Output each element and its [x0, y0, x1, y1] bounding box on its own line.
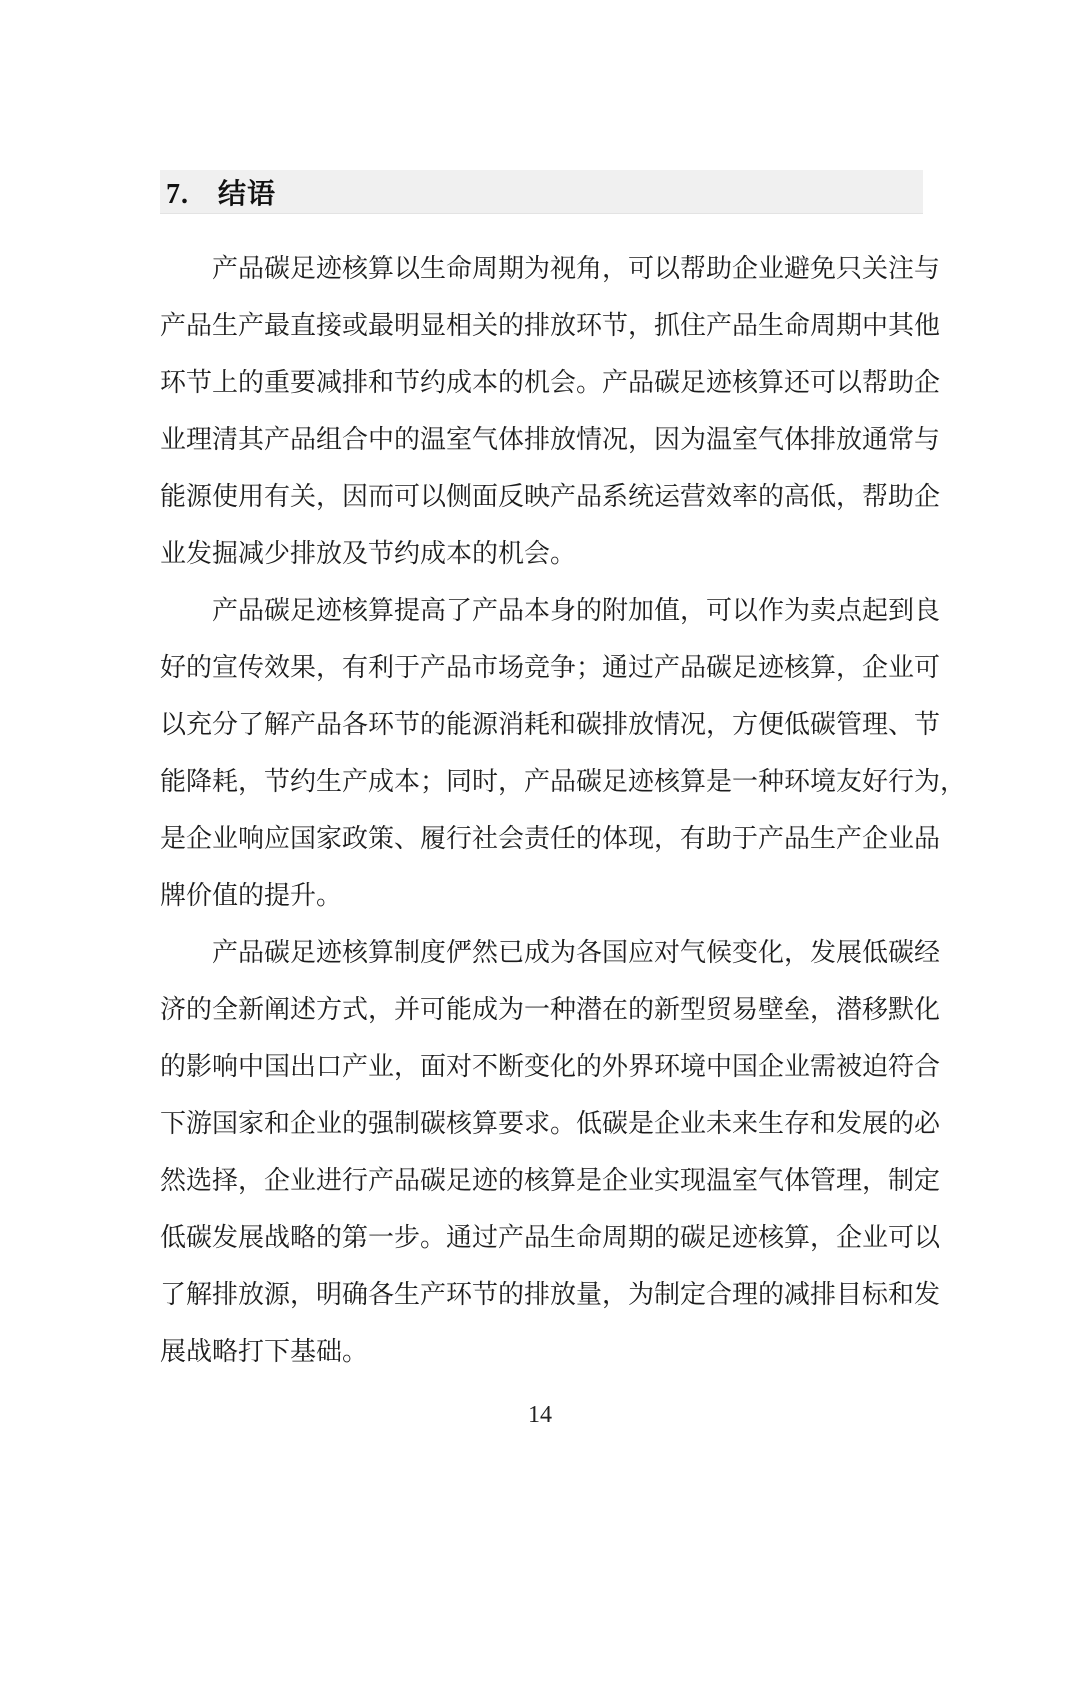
paragraph-line: 展战略打下基础。: [160, 1337, 369, 1366]
document-page: [0, 170, 1080, 1698]
paragraph: [160, 240, 941, 582]
paragraph-line: 产品生产最直接或最明显相关的排放环节，抓住产品生命周期中其他: [160, 311, 941, 340]
paragraph-line: 以充分了解产品各环节的能源消耗和碳排放情况，方便低碳管理、节: [160, 710, 941, 739]
page-number: 14: [528, 1402, 552, 1428]
paragraph-line: 业理清其产品组合中的温室气体排放情况，因为温室气体排放通常与: [160, 425, 941, 454]
paragraph-line: 环节上的重要减排和节约成本的机会。产品碳足迹核算还可以帮助企: [160, 368, 941, 397]
paragraph-line: 产品碳足迹核算制度俨然已成为各国应对气候变化，发展低碳经: [212, 938, 941, 967]
paragraph-line: 了解排放源，明确各生产环节的排放量，为制定合理的减排目标和发: [160, 1280, 941, 1309]
paragraph-line: 牌价值的提升。: [160, 881, 343, 910]
paragraph-line: 济的全新阐述方式，并可能成为一种潜在的新型贸易壁垒，潜移默化: [160, 995, 941, 1024]
paragraph: [160, 924, 941, 1380]
paragraph-line: 的影响中国出口产业，面对不断变化的外界环境中国企业需被迫符合: [160, 1052, 941, 1081]
paragraph-line: 能源使用有关，因而可以侧面反映产品系统运营效率的高低，帮助企: [160, 482, 941, 511]
section-heading: 7. 结语: [160, 170, 923, 214]
paragraph-line: 能降耗，节约生产成本；同时，产品碳足迹核算是一种环境友好行为，: [160, 767, 967, 796]
paragraph-line: 好的宣传效果，有利于产品市场竞争；通过产品碳足迹核算，企业可: [160, 653, 941, 682]
paragraph-line: 产品碳足迹核算提高了产品本身的附加值，可以作为卖点起到良: [212, 596, 941, 625]
paragraph-line: 下游国家和企业的强制碳核算要求。低碳是企业未来生存和发展的必: [160, 1109, 941, 1138]
paragraph-line: 是企业响应国家政策、履行社会责任的体现，有助于产品生产企业品: [160, 824, 941, 853]
document-body: [160, 240, 967, 1380]
paragraph: [160, 582, 967, 924]
paragraph-line: 产品碳足迹核算以生命周期为视角，可以帮助企业避免只关注与: [212, 254, 941, 283]
paragraph-line: 业发掘减少排放及节约成本的机会。: [160, 539, 577, 568]
paragraph-line: 低碳发展战略的第一步。通过产品生命周期的碳足迹核算，企业可以: [160, 1223, 941, 1252]
paragraph-line: 然选择，企业进行产品碳足迹的核算是企业实现温室气体管理，制定: [160, 1166, 941, 1195]
